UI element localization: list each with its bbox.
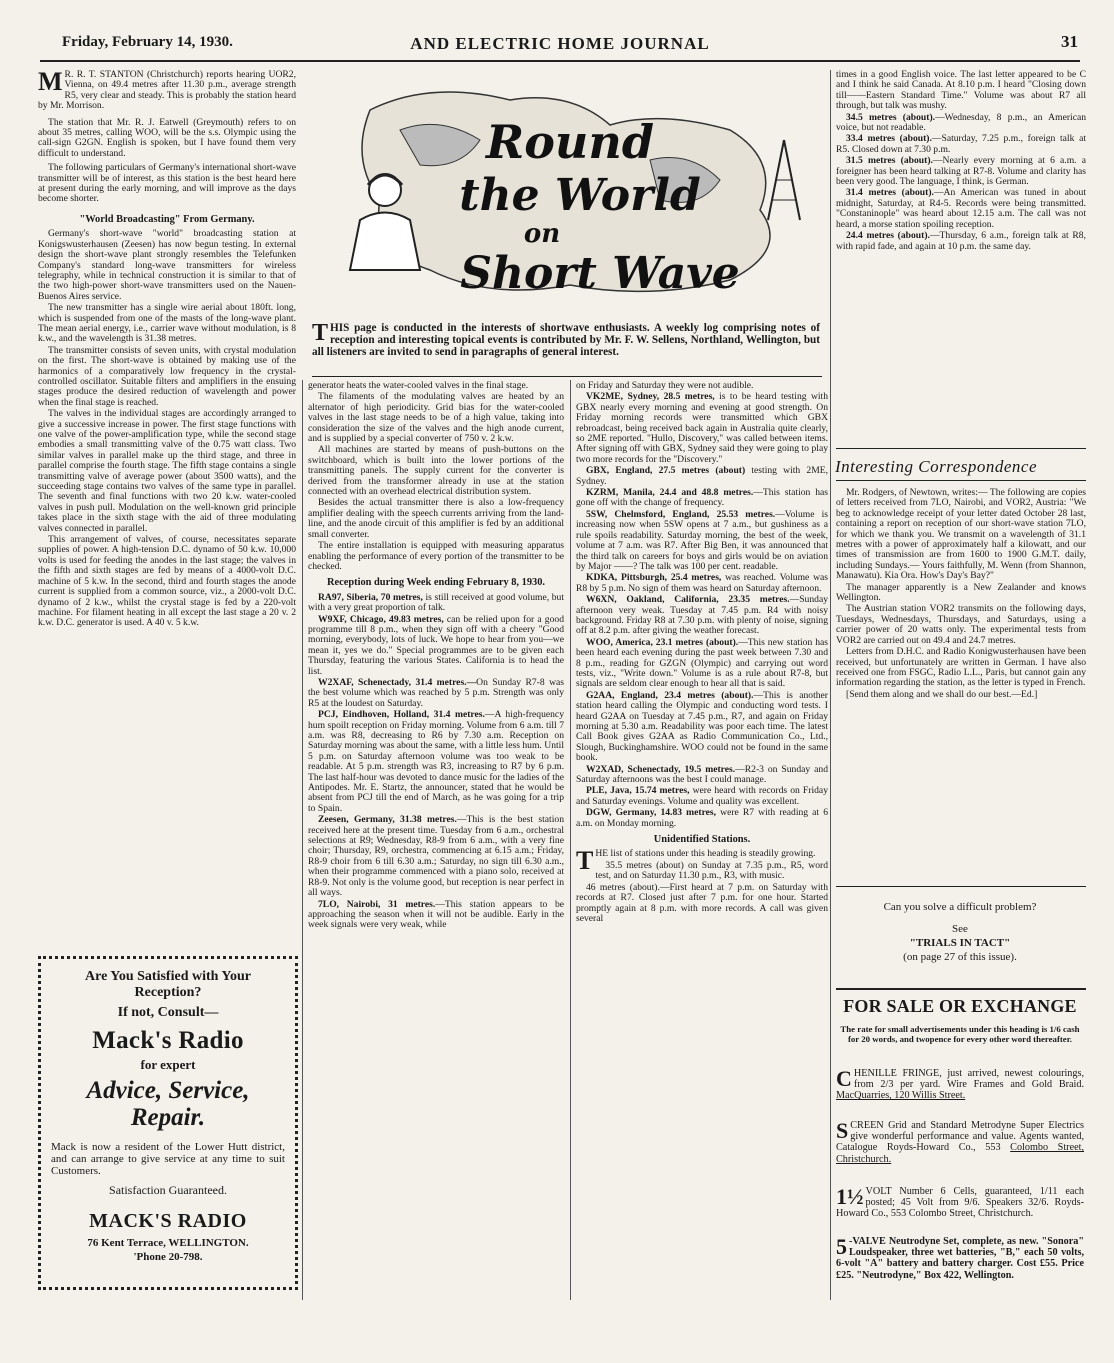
advert-body: Mack is now a resident of the Lower Hutt district, and can arrange to give service at any time to suit Customers. [51,1141,285,1177]
section-rule [836,480,1086,481]
germany-paragraph-4: The valves in the individual stages are accordingly arranged to give a successive increase in power. The first stage functions with one valve of the power-amplification type, while the second stage embodies a small transmitting valve of the 0.75 watt class. Two similar valves in parallel make up the third stage, and three in parallel comprise the fourth stage. The fifth stage contains a single transmitting valve of average power (about 3500 watts), and the succeeding stage contains two valves of the same type in parallel. The seventh and final functions with two 20 k.w. water-cooled valves in push pull. Modulation on the well-known grid principle takes place in the sixth stage with the aid of three modulating valves connected in parallel. [38,408,296,534]
journal-title: AND ELECTRIC HOME JOURNAL [410,34,710,53]
advert-phone: 'Phone 20-798. [133,1251,203,1263]
banner-line-4: Short Wave [460,248,740,299]
log-entry-w6xn: W6XN, Oakland, California, 23.35 metres.—Sunday afternoon very weak. Tuesday at 7.45 p.m. R4 with noisy background. Friday R8 at 7.30 p.m. with plenty of noise, signing off at 8.2 p.m. after giving the weather forecast. [576,594,828,637]
banner-line-1: Round [486,115,654,169]
advert-address: 76 Kent Terrace, WELLINGTON. [87,1237,249,1249]
log-entry-pcj: PCJ, Eindhoven, Holland, 31.4 metres.—A high-frequency hum spoilt reception on Friday morning. Volume from 6 a.m. till 7 a.m. was R8, decreasing to R6 by 7.30 a.m. Reception on Saturday morning was about the same, with a little less hum. Until 5 p.m. on Saturday afternoon volume was too weak to be readable. At 5 p.m. strength was R3, increasing to R7 by 6 p.m. The last half-hour was devoted to dance music for the ladies of the Antipodes. Mr. E. Startz, the announcer, stated that he would be absent from PCJ till the end of March, as he was going for a trip to Spain. [308,709,564,814]
intro-drop-cap: T [312,320,329,346]
germany-intro-paragraph: The following particulars of Germany's international short-wave transmitter will be of interest, as this station is the best heard here at present during the early morning, and will improve as the days become shorter. [38,162,296,205]
unidentified-entry: 35.5 metres (about) on Sunday at 7.35 p.m., R5, word test, and on Saturday 11.30 p.m., R3, with music. [595,859,828,882]
unidentified-31-5: 31.5 metres (about).—Nearly every morning at 6 a.m. a foreigner has been heard talking at R7-8. Volume and clarity has been very good. The language, I think, is German. [836,155,1086,188]
column-4: times in a good English voice. The last letter appeared to be C and I think he said Canada. At 8.10 p.m. I heard "Closing down till——Eastern Standard Time." Volume was about R7 all through, but talk was mushy. 34.5 metres (about).—Wednesday, 8 p.m., an American voice, but not readable. 33.4 metres (about).—Saturday, 7.25 p.m., foreign talk at R5. Closed down at 7.30 p.m. 31.5 metres (about).—Nearly every morning at 6 a.m. a foreigner has been heard talking at R7-8. Volume and clarity has been very good. The language, I think, is German. 31.4 metres (about).—An American was tuned in about midnight, Saturday, at R4-5. Records were being transmitted. "Constaninople" was heard about 12.15 a.m. The call was not heard, a morse station spoiling reception. 24.4 metres (about).—Thursday, 6 a.m., foreign talk at R8, with rapid fade, and again at 10 p.m. the same day. [836,70,1086,252]
drop-cap: M [38,70,63,96]
advert-services: Advice, Service, Repair. [86,1077,250,1131]
unidentified-34-5: 34.5 metres (about).—Wednesday, 8 p.m., an American voice, but not readable. [836,111,1086,134]
column-1 [38,70,296,946]
log-entry-dgw: DGW, Germany, 14.83 metres, were R7 with reading at 6 a.m. on Monday morning. [576,807,828,829]
log-entry-w9xf: W9XF, Chicago, 49.83 metres, can be relied upon for a good programme till 8 p.m., when they sign off with a cheery "Good morning, everybody, lots of luck. We hope to hear from you—we mean it, yes we do." Special programmes are to be given each Thursday, featuring the various States. California is to head the list. [308,613,564,677]
page-header [40,30,1080,62]
log-entry-7lo: 7LO, Nairobi, 31 metres.—This station appears to be approaching the season when it will not be audible. Early in the week signals were very weak, while [308,898,564,931]
log-entry-zeesen: Zeesen, Germany, 31.38 metres.—This is the best station received here at the present time. Tuesday from 6 a.m., orchestral selections at R9; Wednesday, R8-9 from 6 a.m., with a very fine choir; Thursday, R9, orchestra, commencing at 6.15 a.m.; Friday, R8-9 choir from 6 till 6.30 a.m.; Saturday, no sign till 6.30 a.m., when their programme commenced with a piano solo, received at R8-9. Not only is the volume good, but reception is near perfect in all ways. [308,814,564,899]
for-sale-heading: FOR SALE OR EXCHANGE [843,996,1077,1016]
section-rule [836,448,1086,449]
log-entry-5sw: 5SW, Chelmsford, England, 25.53 metres.—Volume is increasing now when 5SW opens at 7 a.m., but gushiness as a rule spoils readability. Saturday morning, the best of the week, volume at 7 a.m. was R7. After Big Ben, it was announced that the third talk on careers for boys and girls would be on aviation by Major ——? The talk was 100 per cent. readable. [576,508,828,572]
log-entry-w2xaf: W2XAF, Schenectady, 31.4 metres.—On Sunday R7-8 was the best volume which was reached by 5 p.m. Strength was only R5 at the loudest on Saturday. [308,676,564,709]
log-entry-woo: WOO, America, 23.1 metres (about).—This new station has been heard each evening during the past week between 7.30 and 8 p.m., reading for GZGN (Olympic) and carrying out word tests, viz., "Write down." Volume is as a rule about R7-8, but signals are seldom clear enough to hear all that is said. [576,636,828,690]
difficult-problem-notice: Can you solve a difficult problem? See "TRIALS IN TACT" (on page 27 of this issue). [883,901,1037,963]
for-sale-rates: The rate for small advertisements under this heading is 1/6 cash for 20 words, and twopence for every other word thereafter. [840,1024,1080,1044]
log-entry-w2xad: W2XAD, Schenectady, 19.5 metres.—R2-3 on Sunday and Saturday afternoons was the best I could manage. [576,763,828,786]
page-introduction: THIS page is conducted in the interests of shortwave enthusiasts. A weekly log comprising notes of reception and interesting topical events is contributed by Mr. F. W. Sellens, Northland, Wellington, but all listeners are invited to send in paragraphs of general interest. [312,320,820,359]
macks-radio-advert [38,956,298,1290]
column-3: on Friday and Saturday they were not audible. VK2ME, Sydney, 28.5 metres, is to be heard testing with GBX nearly every morning and evening at good strength. On Friday morning records were transmitted which GBX rebroadcast, being received back again in Australia quite clearly, so 2ME reported. "Hullo, Discovery," was called between items. After signing off with GBX, Sydney said they were going to play two more records for the "Discovery." GBX, England, 27.5 metres (about) testing with 2ME, Sydney. KZRM, Manila, 24.4 and 48.8 metres.—This station has gone off with the change of frequency. 5SW, Chelmsford, England, 25.53 metres.—Volume is increasing now when 5SW opens at 7 a.m., but gushiness as a rule spoils readability. Saturday morning, the best of the week, volume at 7 a.m. was R7. After Big Ben, it was announced that the third talk on careers for boys and girls would be on aviation by Major ——? The talk was 100 per cent. readable. KDKA, Pittsburgh, 25.4 metres, was reached. Volume was R8 by 5 p.m. No sign of them was heard on Saturday afternoon. W6XN, Oakland, California, 23.35 metres.—Sunday afternoon very weak. Tuesday at 7.45 p.m. R4 with noisy background. Friday R8 at 7.30 p.m. with plenty of noise, signing off at 8.2 p.m. after giving the weather forecast. WOO, America, 23.1 metres (about).—This new station has been heard each evening during the past week between 7.30 and 8 p.m., reading for GZGN (Olympic) and carrying out word tests, viz., "Write down." Volume is as a rule about R7-8, but signals are seldom clear enough to hear all that is said. G2AA, England, 23.4 metres (about).—This is another station heard calling the Olympic and conducting word tests. I heard G2AA on Tuesday at 7.45 p.m., R7, and again on Friday morning at 5.30 a.m. Readability was poor each time. The latest Call Book gives G2AA as Radio Communication Co., Ltd., Slough, Buckinghamshire. WOO could not be found in the same book. W2XAD, Schenectady, 19.5 metres.—R2-3 on Sunday and Saturday afternoons was the best I could manage. PLE, Java, 15.74 metres, were heard with records on Friday and Saturday evenings. Volume and quality was excellent. DGW, Germany, 14.83 metres, were R7 with reading at 6 a.m. on Monday morning. Unidentified Stations. THE list of stations under this heading is steadily growing. 35.5 metres (about) on Sunday at 7.35 p.m., R5, word test, and on Saturday 11.30 p.m., R3, with music. 46 metres (about).—First heard at 7 p.m. on Saturday with records at R7. Closed just after 7 p.m. for one hour. Started promptly again at 8 p.m. with more records. A call was given several [576,381,828,924]
section-rule [836,886,1086,887]
log-entry-kzrm: KZRM, Manila, 24.4 and 48.8 metres.—This station has gone off with the change of frequency. [576,487,828,509]
unidentified-entry: 46 metres (about).—First heard at 7 p.m. on Saturday with records at R7. Closed just after 7 p.m. for one hour. Started promptly again at 8 p.m. with more records. A call was given several [576,881,828,924]
classified-volt-cells: 1½ VOLT Number 6 Cells, guaranteed, 1/11 each posted; 45 Volt from 9/6. Speakers 32/6. Royds-Howard Co., 553 Colombo Street, Christchurch. [836,1184,1084,1220]
drop-cap: T [576,846,594,876]
intro-rule [312,376,822,377]
eatwell-paragraph: The station that Mr. R. J. Eatwell (Greymouth) refers to on about 35 metres, calling WOO, will be the s.s. Olympic using the call-sign G2GN. English is spoken, but I have found them very difficult to understand. [38,116,296,159]
banner-illustration [310,70,820,310]
classified-neutrodyne: 5 -VALVE Neutrodyne Set, complete, as new. "Sonora" Loudspeaker, three wet batteries, "B," each 50 volts, 6-volt "A" battery and battery charger. Cost £55. Price £25. "Neutrodyne," Box 422, Wellington. [836,1234,1084,1281]
germany-paragraph-2: The new transmitter has a single wire aerial about 180ft. long, which is suspended from one of the masts of the long-wave plant. The mean aerial energy, i.e., carrier wave without modulation, is 8 k.w., and the wavelength is 31.38 metres. [38,302,296,345]
column-divider [302,380,303,1300]
unidentified-24-4: 24.4 metres (about).—Thursday, 6 a.m., foreign talk at R8, with rapid fade, and again at 10 p.m. the same day. [836,230,1086,252]
round-the-world-banner [310,70,820,310]
classified-chenille: CHENILLE FRINGE, just arrived, newest colourings, from 2/3 per yard. Wire Frames and Gold Braid. MacQuarries, 120 Willis Street. [836,1066,1084,1102]
classified-screen-grid: SCREEN Grid and Standard Metrodyne Super Electrics give wonderful performance and value. Agents wanted, Catalogue Royds-Howard Co., 553 Colombo Street, Christchurch. [836,1118,1084,1165]
germany-paragraph-5: This arrangement of valves, of course, necessitates separate supplies of power. A high-tension D.C. dynamo of 50 k.w. 10,000 volts is used for feeding the anodes in the last stage; the valves in the fifth and sixth stages are fed by means of a 4000-volt D.C. machine of 5 k.w. In the second, third and fourth stages the anode current is supplied from a common source, viz., a 2000-volt D.C. dynamo of 2 k.w., whilst the crystal stage is fed by a 220-volt machine. For filament heating in all except the last stage a 20 v. 2 k.w. D.C. generator is used. A 40 v. 5 k.w. [38,534,296,629]
log-entry-kdka: KDKA, Pittsburgh, 25.4 metres, was reached. Volume was R8 by 5 p.m. No sign of them was heard on Saturday afternoon. [576,572,828,594]
correspondence-section: Mr. Rodgers, of Newtown, writes:— The following are copies of letters received from 7LO, Nairobi, and VOR2, Austria: "We beg to acknowledge receipt of your letter dated October 28 last, containing a report on reception of our short-wave station 7LO, for which we thank you. We transmit on a wavelength of 31.1 metres with a power of approximately half a kilowatt, and our times of transmission are from 1600 to 1900 G.M.T. daily, including Sundays.— Yours faithfully, M. Wenn (from Shannon, Manawatu). Kia Ora. How's Day's Bay?" The manager apparently is a New Zealander and knows Wellington. The Austrian station VOR2 transmits on the following days, Tuesdays, Wednesdays, Thursdays, and Saturdays, using a carrier power of 20 watts only. The experimental tests from VOR2 are carried out on 49.4 and 24.7 metres. Letters from D.H.C. and Radio Konigwusterhausen have been received, but unfortunately are written in German. I have also received one from FSGC, Radio L.L., Paris, but cannot gain any information regarding the station, as the letter is typed in French. [Send them along and we shall do our best.—Ed.] [836,488,1086,700]
page-number: 31 [1061,32,1078,51]
germany-paragraph-3: The transmitter consists of seven units, with crystal modulation on the first. The short-wave is obtained by making use of the harmonics of a comparatively low frequency in the crystal-controlled oscillator. Suitable filters and amplifiers in the ensuing stages produce the desired reduction of wavelength and power when the final stage is reached. [38,344,296,408]
column-divider [830,70,831,1300]
unidentified-heading: Unidentified Stations. [653,834,751,846]
advert-brand: Mack's Radio [92,1027,244,1054]
advert-for-expert: for expert [140,1057,196,1072]
log-entry-ple: PLE, Java, 15.74 metres, were heard with records on Friday and Saturday evenings. Volume and quality was excellent. [576,785,828,807]
advert-brand-footer: MACK'S RADIO [89,1210,247,1232]
advert-consult: If not, Consult— [117,1005,219,1020]
unidentified-31-4: 31.4 metres (about).—An American was tuned in about midnight, Saturday, at R4-5. Records were being transmitted. "Constaninople" was heard about 12.15 a.m. The call was not heard, a morse station spoiling reception. [836,187,1086,230]
log-entry-g2aa: G2AA, England, 23.4 metres (about).—This is another station heard calling the Olympic and conducting word tests. I heard G2AA on Tuesday at 7.45 p.m., R7, and again on Friday morning at 5.30 a.m. Readability was poor each time. The latest Call Book gives G2AA as Radio Communication Co., Ltd., Slough, Buckinghamshire. WOO could not be found in the same book. [576,689,828,764]
advert-satisfaction: Satisfaction Guaranteed. [109,1183,227,1197]
log-entry-vk2me: VK2ME, Sydney, 28.5 metres, is to be heard testing with GBX nearly every morning and evening at good strength. On Friday morning records were transmitted which GBX rebroadcast, being received back again in Australia quite clearly, so 2ME reported. "Hullo, Discovery," was called between items. After signing off with GBX, Sydney said they were going to play two more records for the "Discovery." [576,391,828,465]
germany-paragraph-1: Germany's short-wave "world" broadcasting station at Konigswusterhausen (Zeesen) has now begun testing. In external design the short-wave plant strongly resembles the Telefunken Company's standard long-wave transmitters for wireless telegraphy, while in technical construction it is similar to that of the two high-power short-wave transmitters used on the Nauen-Buenos Aires service. [38,228,296,302]
column-divider [570,380,571,1300]
banner-line-2: the World [459,170,701,221]
unidentified-intro: THE list of stations under this heading is steadily growing. [576,846,816,876]
radio-mast-icon [768,140,800,220]
unidentified-33-4: 33.4 metres (about).—Saturday, 7.25 p.m., foreign talk at R5. Closed down at 7.30 p.m. [836,133,1086,155]
correspondence-heading: Interesting Correspondence [835,457,1038,476]
advert-question: Are You Satisfied with Your Reception? [85,969,251,1000]
stanton-paragraph: M R. R. T. STANTON (Christchurch) reports hearing UOR2, Vienna, on 49.4 metres after 11.30 p.m., average strength R5, very clear and steady. This is probably the station heard by Mr. Morrison. [38,70,296,112]
issue-date: Friday, February 14, 1930. [62,34,233,50]
world-broadcasting-heading: "World Broadcasting" From Germany. [79,213,255,225]
reception-week-heading: Reception during Week ending February 8, 1930. [326,577,546,589]
column-2: generator heats the water-cooled valves in the final stage. The filaments of the modulating valves are heated by an alternator of high periodicity. Grid bias for the water-cooled valves in the last stage needs to be of a high value, taking into consideration the size of the valves and the high anode current, and is supplied by a special converter of 750 v. 2 k.w. All machines are started by means of push-buttons on the switchboard, which is built into the lower portions of the transmitting panels. The supply current for the converter is derived from the transformer already in use at the station connected with an overhead electrical distribution system. Besides the actual transmitter there is also a low-frequency amplifier dealing with the speech currents arriving from the land-line, and the anode circuit of this amplifier is fed by an additional small converter. The entire installation is equipped with measuring apparatus enabling the performance of every portion of the transmitter to be checked. Reception during Week ending February 8, 1930. RA97, Siberia, 70 metres, is still received at good volume, but with a very great proportion of talk. W9XF, Chicago, 49.83 metres, can be relied upon for a good programme till 8 p.m., when they sign off with a cheery "Good morning, everybody, lots of luck. We hope to hear from you—we mean it, yes we do." Special programmes are to be given each Thursday, featuring the various States. California is to head the list. W2XAF, Schenectady, 31.4 metres.—On Sunday R7-8 was the best volume which was reached by 5 p.m. Strength was only R5 at the loudest on Saturday. PCJ, Eindhoven, Holland, 31.4 metres.—A high-frequency hum spoilt reception on Friday morning. Volume from 6 a.m. till 7 a.m. was R8, decreasing to R6 by 7.30 a.m. Reception on Saturday morning was about the same, with a little less hum. Until 5 p.m. on Saturday afternoon volume was too weak to be readable. At 5 p.m. strength was R3, increasing to R7 by 6 p.m. The last half-hour was devoted to dance music for the ladies of the Antipodes. Mr. E. Startz, the announcer, stated that he would be absent from PCJ till the end of March, as he was going for a trip to Spain. Zeesen, Germany, 31.38 metres.—This is the best station received here at the present time. Tuesday from 6 a.m., orchestral selections at R9; Wednesday, R8-9 from 6 a.m., with a very fine choir; Thursday, R9, orchestra, commencing at 6.15 a.m.; Friday, R8-9 choir from 6 till 6.30 a.m.; Saturday, no sign till 6.30 a.m., when their programme commenced with a piano solo, received at R8-9. Not only is the volume good, but reception is near perfect in all ways. 7LO, Nairobi, 31 metres.—This station appears to be approaching the season when it will not be audible. Early in the week signals were very weak, while [308,381,564,931]
log-entry-ra97: RA97, Siberia, 70 metres, is still received at good volume, but with a very great proportion of talk. [308,591,564,614]
section-rule [836,988,1086,990]
banner-line-3: on [523,219,561,249]
log-entry-gbx: GBX, England, 27.5 metres (about) testing with 2ME, Sydney. [576,465,828,487]
